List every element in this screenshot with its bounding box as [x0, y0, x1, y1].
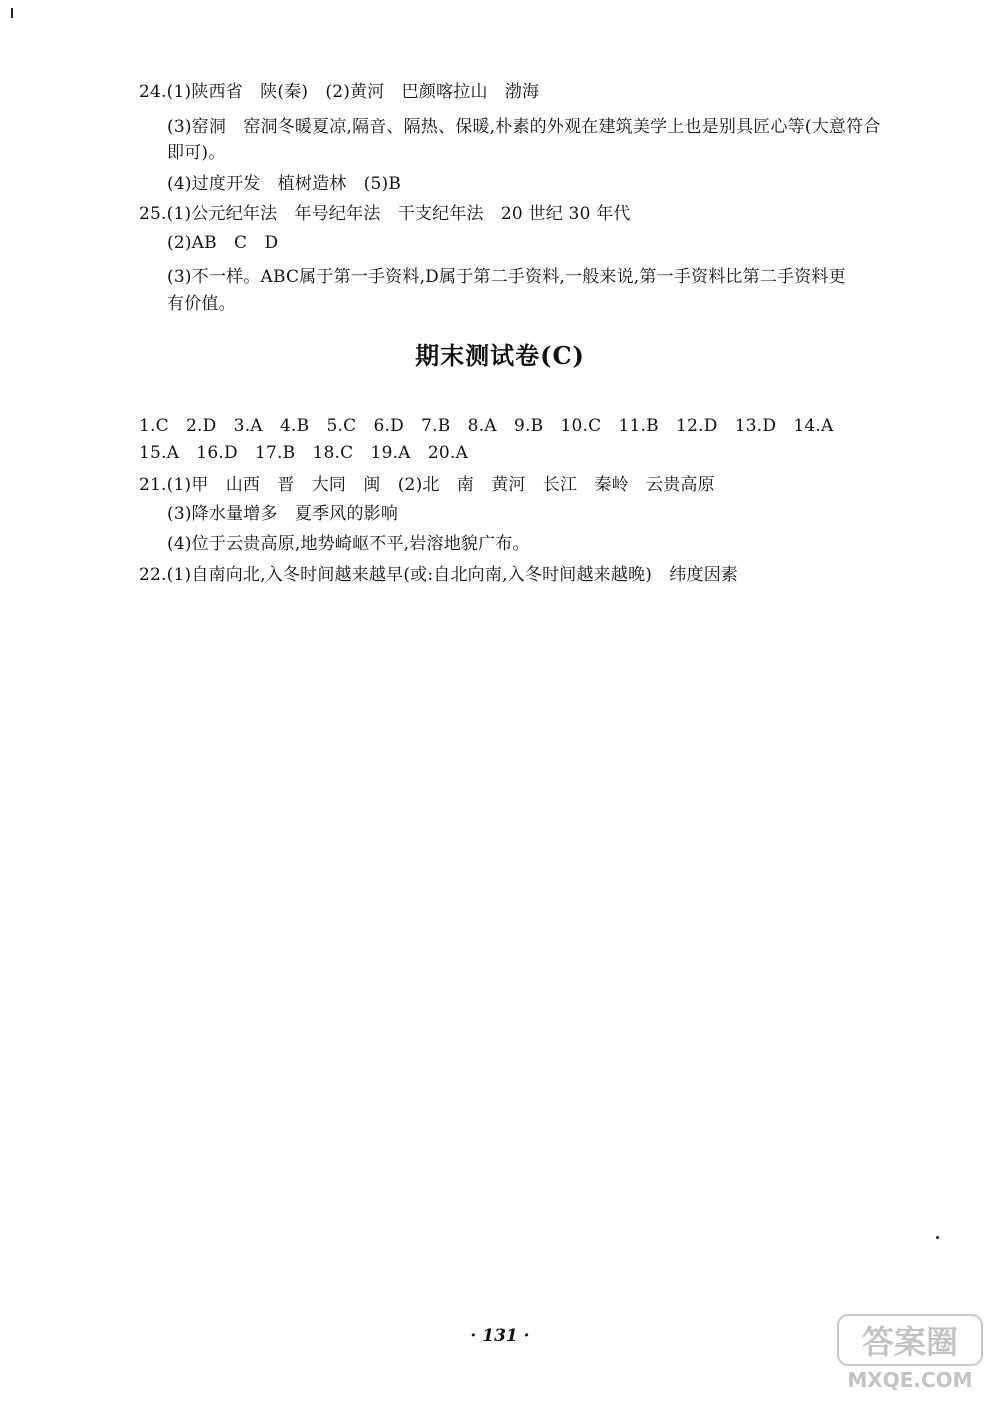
answer-24-line-2: (3)窑洞 窑洞冬暖夏凉,隔音、隔热、保暖,朴素的外观在建筑美学上也是别具匠心等(大意符合 — [167, 117, 881, 137]
answer-25-line-2: (2)AB C D — [167, 233, 279, 253]
answer-24-line-4: (4)过度开发 植树造林 (5)B — [167, 174, 402, 194]
answer-21-line-2: (3)降水量增多 夏季风的影响 — [167, 504, 399, 524]
answer-25-line-4: 有价值。 — [167, 294, 236, 314]
watermark-logo — [836, 1311, 984, 1393]
section-title: 期末测试卷(C) — [415, 341, 585, 370]
answer-25-line-3: (3)不一样。ABC属于第一手资料,D属于第二手资料,一般来说,第一手资料比第二手资料更 — [167, 267, 846, 287]
scan-dot — [936, 1236, 939, 1239]
answer-24-line-1: 24.(1)陕西省 陕(秦) (2)黄河 巴颜喀拉山 渤海 — [139, 82, 540, 102]
answer-25-line-1: 25.(1)公元纪年法 年号纪年法 干支纪年法 20 世纪 30 年代 — [139, 204, 631, 224]
answer-21-line-1: 21.(1)甲 山西 晋 大同 闽 (2)北 南 黄河 长江 秦岭 云贵高原 — [139, 475, 715, 495]
watermark-top-text: 答案圈 — [861, 1323, 959, 1361]
answer-22-line-1: 22.(1)自南向北,入冬时间越来越早(或:自北向南,入冬时间越来越晚) 纬度因素 — [139, 565, 739, 585]
answer-24-line-3: 即可)。 — [167, 143, 226, 163]
page-number: · 131 · — [470, 1326, 530, 1346]
scan-mark — [11, 8, 13, 18]
answer-choice-line-1: 1.C 2.D 3.A 4.B 5.C 6.D 7.B 8.A 9.B 10.C 11.B 12.D 13.D 14.A — [139, 416, 834, 436]
answer-21-line-3: (4)位于云贵高原,地势崎岖不平,岩溶地貌广布。 — [167, 534, 530, 554]
answer-choice-line-2: 15.A 16.D 17.B 18.C 19.A 20.A — [139, 443, 468, 463]
watermark-bottom-text: MXQE.COM — [847, 1368, 973, 1392]
